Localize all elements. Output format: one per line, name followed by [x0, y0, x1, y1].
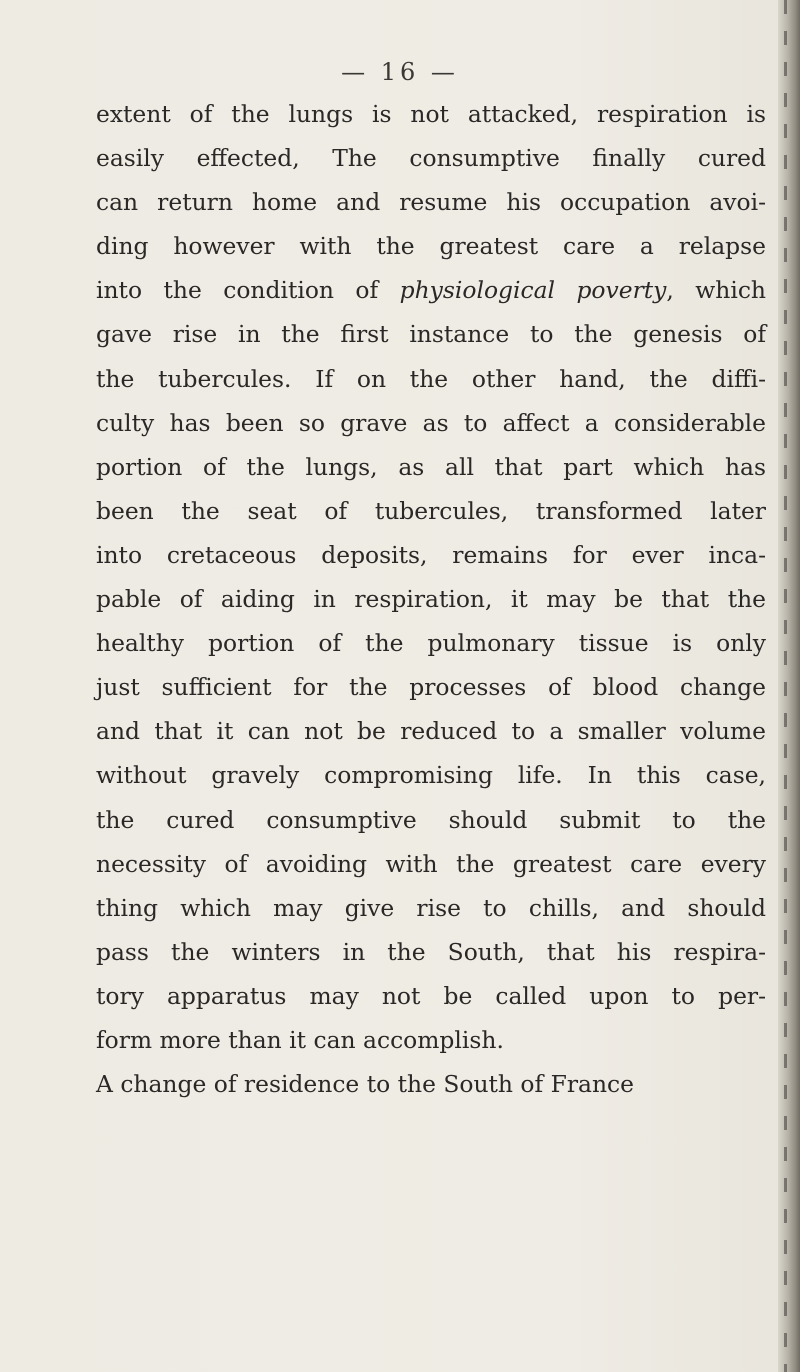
text-line [96, 268, 766, 312]
text-line: pable of aiding in respiration, it may be that the [96, 585, 766, 614]
text-line: just sufficient for the processes of blood change [96, 673, 766, 702]
text-line: A change of residence to the South of France [96, 1070, 634, 1099]
text-line: into cretaceous deposits, remains for ever inca- [96, 540, 766, 569]
italic-phrase: physiological poverty [399, 276, 667, 305]
text-line: thing which may give rise to chills, and should [96, 893, 766, 922]
text-line: been the seat of tubercules, transformed later [96, 496, 766, 525]
text-line: without gravely compromising life. In this case, [96, 761, 766, 790]
text-line: the cured consumptive should submit to the [96, 805, 766, 834]
text-line: extent of the lungs is not attacked, respiration is [96, 100, 766, 128]
text-line: necessity of avoiding with the greatest care every [96, 849, 766, 878]
text-line: can return home and resume his occupation avoi- [96, 188, 766, 217]
text-line: pass the winters in the South, that his respira- [96, 937, 766, 966]
text-line: gave rise in the first instance to the genesis of [96, 320, 766, 349]
text-line: easily effected, The consumptive finally cured [96, 144, 766, 173]
page-number: — 16 — [341, 58, 459, 86]
body-text [96, 92, 766, 1106]
text-line: the tubercules. If on the other hand, the diffi- [96, 364, 766, 393]
text-line: ding however with the greatest care a relapse [96, 232, 766, 261]
line-text-after: , which [666, 276, 766, 305]
line-text-before: into the condition of [96, 276, 400, 305]
text-line: tory apparatus may not be called upon to per- [96, 981, 766, 1010]
text-line: form more than it can accomplish. [96, 1025, 504, 1054]
text-line: culty has been so grave as to affect a considerable [96, 408, 766, 437]
text-line: and that it can not be reduced to a smaller volume [96, 717, 766, 746]
text-line: portion of the lungs, as all that part which has [96, 452, 766, 481]
page-edge-shadow [778, 0, 800, 1372]
text-line: healthy portion of the pulmonary tissue is only [96, 629, 766, 658]
